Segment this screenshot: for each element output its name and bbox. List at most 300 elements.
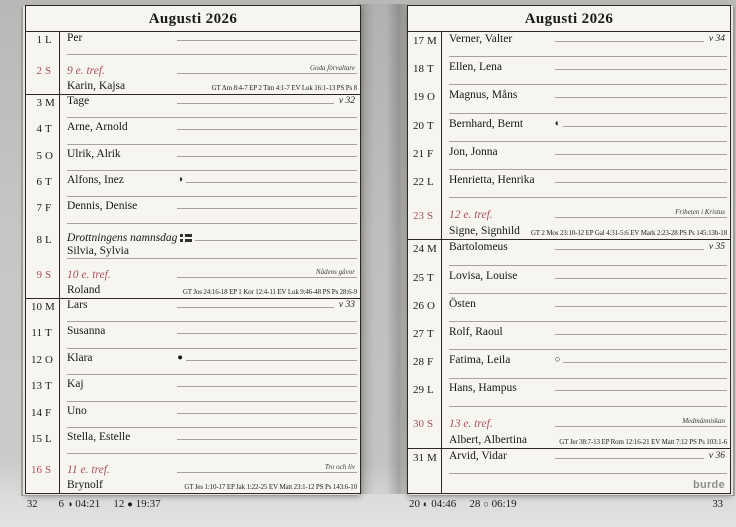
day-content xyxy=(442,410,730,448)
day-content xyxy=(442,145,730,173)
day-row-2 xyxy=(26,58,360,95)
moon-phase-entry xyxy=(469,498,516,510)
second-writing-line xyxy=(449,462,727,474)
ruled-line xyxy=(555,217,727,218)
name-days: Arvid, Vidar xyxy=(449,449,507,462)
weekday-letter: L xyxy=(427,176,434,189)
day-column-cell xyxy=(408,382,442,410)
second-writing-line xyxy=(67,133,357,144)
moon-phase-entry xyxy=(59,498,101,510)
day-row-9 xyxy=(26,262,360,299)
ruled-line xyxy=(177,439,357,440)
day-number: 31 xyxy=(413,451,424,464)
name-days: Stella, Estelle xyxy=(67,430,131,443)
calendar-page-left xyxy=(25,5,361,494)
first-writing-line xyxy=(67,200,360,212)
second-writing-line xyxy=(67,160,357,171)
second-writing-line xyxy=(67,311,357,322)
moon-phase-times-right xyxy=(409,498,517,510)
name-days: Signe, Signhild xyxy=(449,225,520,238)
moon-phase-entry xyxy=(113,498,160,510)
moon-phase-icon: ○ xyxy=(483,500,489,510)
first-writing-line xyxy=(67,58,360,77)
day-number: 4 xyxy=(36,123,42,136)
day-column-cell xyxy=(26,95,60,121)
day-row-15 xyxy=(26,431,360,457)
day-row-16 xyxy=(26,457,360,493)
day-column-cell xyxy=(26,378,60,404)
day-row-18 xyxy=(408,60,730,88)
day-row-30 xyxy=(408,410,730,449)
sunday-theme: Tro och liv xyxy=(324,462,355,471)
first-writing-line xyxy=(67,32,360,44)
ruled-line xyxy=(177,333,357,334)
first-writing-line xyxy=(67,148,360,160)
day-number: 17 xyxy=(413,34,424,47)
ruled-line xyxy=(563,126,727,127)
day-number: 18 xyxy=(413,63,424,76)
weekday-letter: S xyxy=(45,269,52,282)
day-number: 26 xyxy=(413,299,424,312)
holiday-name: 12 e. tref. xyxy=(449,209,493,222)
first-writing-line xyxy=(449,240,730,253)
first-writing-line xyxy=(449,410,730,430)
name-days: Hans, Hampus xyxy=(449,382,517,395)
name-days: Klara xyxy=(67,351,93,364)
first-writing-line xyxy=(449,449,730,462)
name-days: Per xyxy=(67,31,83,44)
weekday-letter: S xyxy=(427,209,434,222)
first-writing-line xyxy=(449,325,730,338)
day-content xyxy=(60,378,360,404)
weekday-letter: L xyxy=(427,384,434,397)
second-writing-line xyxy=(449,158,727,170)
moon-time: 04:46 xyxy=(428,498,457,510)
first-writing-line xyxy=(67,299,360,311)
day-number: 13 xyxy=(31,380,42,393)
weekday-letter: O xyxy=(45,353,53,366)
holiday-name: 13 e. tref. xyxy=(449,417,493,430)
day-content xyxy=(60,431,360,457)
day-column-cell xyxy=(26,431,60,457)
day-number: 22 xyxy=(413,176,424,189)
second-writing-line xyxy=(67,107,357,118)
day-content xyxy=(442,449,730,477)
day-row-13 xyxy=(26,378,360,404)
day-column-cell xyxy=(408,269,442,297)
day-column-cell xyxy=(26,325,60,351)
ruled-line xyxy=(555,390,727,391)
second-writing-line xyxy=(67,390,357,401)
special-day-name: Drottningens namnsdag xyxy=(67,231,178,244)
day-row-20 xyxy=(408,117,730,145)
ruled-line xyxy=(177,208,357,209)
day-row-27 xyxy=(408,325,730,353)
ruled-line xyxy=(177,103,334,104)
name-days: Arne, Arnold xyxy=(67,121,128,134)
second-writing-line xyxy=(67,281,357,297)
second-writing-line xyxy=(67,77,357,93)
second-writing-line xyxy=(67,443,357,454)
day-number: 20 xyxy=(413,119,424,132)
weekday-letter: O xyxy=(427,91,435,104)
day-row-3 xyxy=(26,95,360,121)
week-number: v 33 xyxy=(338,300,355,311)
first-writing-line xyxy=(67,457,360,476)
day-number: 30 xyxy=(413,417,424,430)
day-number: 10 xyxy=(31,301,42,314)
first-writing-line xyxy=(67,431,360,443)
day-content xyxy=(60,58,360,94)
day-content xyxy=(60,227,360,263)
second-writing-line xyxy=(449,430,727,447)
weekday-letter: T xyxy=(427,63,434,76)
day-content xyxy=(60,32,360,58)
day-number: 12 xyxy=(31,353,42,366)
day-content xyxy=(442,117,730,145)
weekday-letter: L xyxy=(45,33,52,46)
week-number: v 35 xyxy=(708,242,725,253)
ruled-line xyxy=(177,277,357,278)
day-content xyxy=(442,88,730,116)
moon-phase-icon: ◑ xyxy=(177,175,183,186)
moon-day: 28 xyxy=(469,498,484,510)
second-writing-line xyxy=(449,394,727,406)
day-number: 29 xyxy=(413,384,424,397)
second-writing-line xyxy=(449,338,727,350)
day-number: 5 xyxy=(36,149,42,162)
day-row-31 xyxy=(408,449,730,477)
ruled-line xyxy=(555,41,704,42)
weekday-letter: M xyxy=(427,451,437,464)
day-content xyxy=(442,297,730,325)
weekday-letter: S xyxy=(45,65,52,78)
weekday-letter: S xyxy=(45,464,52,477)
moon-phase-times-left xyxy=(59,498,161,510)
second-writing-line xyxy=(449,101,727,113)
ruled-line xyxy=(555,426,727,427)
day-number: 21 xyxy=(413,147,424,160)
first-writing-line xyxy=(449,32,730,45)
ruled-line xyxy=(177,156,357,157)
moon-phase-icon: ◐ xyxy=(422,500,429,510)
ruled-line xyxy=(555,249,704,250)
day-number: 24 xyxy=(413,243,424,256)
holiday-name: 11 e. tref. xyxy=(67,463,110,476)
day-number: 9 xyxy=(36,269,42,282)
day-content xyxy=(442,269,730,297)
month-title: Augusti 2026 xyxy=(408,6,730,32)
ruled-line xyxy=(177,129,357,130)
weekday-letter: O xyxy=(427,299,435,312)
ruled-line xyxy=(555,334,727,335)
page-number-right: 33 xyxy=(712,499,723,510)
first-writing-line xyxy=(67,121,360,133)
moon-time: 04:21 xyxy=(72,498,101,510)
moon-phase-entry xyxy=(409,498,456,510)
weekday-letter: S xyxy=(427,417,434,430)
second-writing-line xyxy=(449,45,727,57)
sunday-theme: Friheten i Kristus xyxy=(675,208,725,217)
day-column-cell xyxy=(26,405,60,431)
name-days: Silvia, Sylvia xyxy=(67,245,129,258)
brand-strip xyxy=(408,477,730,493)
day-number: 23 xyxy=(413,209,424,222)
sunday-theme: Medmänniskan xyxy=(682,416,725,425)
week-number: v 32 xyxy=(338,95,355,106)
ruled-line xyxy=(177,307,334,308)
day-content xyxy=(442,325,730,353)
day-column-cell xyxy=(26,227,60,263)
day-row-8 xyxy=(26,227,360,263)
day-column-cell xyxy=(408,60,442,88)
first-writing-line xyxy=(67,95,360,107)
day-rows-right xyxy=(408,32,730,477)
ruled-line xyxy=(555,278,727,279)
day-content xyxy=(442,240,730,268)
day-column-cell xyxy=(26,148,60,174)
ruled-line xyxy=(555,306,727,307)
day-column-cell xyxy=(26,262,60,298)
second-writing-line xyxy=(67,337,357,348)
week-number: v 36 xyxy=(708,450,725,461)
weekday-letter: T xyxy=(427,119,434,132)
name-days: Tage xyxy=(67,94,90,107)
page-number-left: 32 xyxy=(27,499,38,510)
weekday-letter: T xyxy=(45,123,52,136)
name-days: Lars xyxy=(67,299,88,312)
first-writing-line xyxy=(67,378,360,390)
day-content xyxy=(442,173,730,201)
weekday-letter: T xyxy=(45,380,52,393)
day-column-cell xyxy=(408,201,442,239)
day-column-cell xyxy=(408,325,442,353)
name-days: Fatima, Leila xyxy=(449,354,511,367)
weekday-letter: F xyxy=(427,356,434,369)
name-days: Henrietta, Henrika xyxy=(449,174,535,187)
day-column-cell xyxy=(408,449,442,477)
first-writing-line xyxy=(449,382,730,395)
weekday-letter: F xyxy=(45,406,52,419)
day-content xyxy=(442,32,730,60)
second-writing-line xyxy=(67,212,357,223)
day-row-10 xyxy=(26,299,360,325)
scripture-readings: GT 2 Mos 23:10-12 EP Gal 4:31-5:6 EV Mark 2:23-28 PS Ps 145:13b-18 xyxy=(530,229,727,238)
day-number: 7 xyxy=(36,202,42,215)
day-column-cell xyxy=(408,240,442,268)
weekday-letter: L xyxy=(45,432,52,445)
name-days: Östen xyxy=(449,297,476,310)
day-number: 6 xyxy=(36,176,42,189)
name-days: Bernhard, Bernt xyxy=(449,117,524,130)
second-writing-line xyxy=(449,73,727,85)
day-row-24 xyxy=(408,240,730,268)
day-row-25 xyxy=(408,269,730,297)
day-content xyxy=(60,174,360,200)
ruled-line xyxy=(555,182,727,183)
first-writing-line xyxy=(67,227,360,244)
first-writing-line xyxy=(67,325,360,337)
day-column-cell xyxy=(408,297,442,325)
weekday-letter: M xyxy=(427,34,437,47)
day-column-cell xyxy=(26,352,60,378)
moon-day: 12 xyxy=(113,498,128,510)
moon-day: 20 xyxy=(409,498,423,510)
weekday-letter: F xyxy=(427,147,434,160)
moon-day: 6 xyxy=(58,498,67,510)
first-writing-line xyxy=(449,145,730,158)
holiday-name: 10 e. tref. xyxy=(67,268,111,281)
day-content xyxy=(60,200,360,226)
first-writing-line xyxy=(67,174,360,186)
day-row-28 xyxy=(408,353,730,381)
moon-phase-icon: ● xyxy=(127,500,133,510)
day-row-19 xyxy=(408,88,730,116)
ruled-line xyxy=(555,97,727,98)
scripture-readings: GT Jer 38:7-13 EP Rom 12:16-21 EV Matt 7:12 PS Ps 103:1-6 xyxy=(559,437,727,446)
day-content xyxy=(60,299,360,325)
day-row-5 xyxy=(26,148,360,174)
second-writing-line xyxy=(67,186,357,197)
day-row-12 xyxy=(26,352,360,378)
second-writing-line xyxy=(67,244,357,260)
day-row-21 xyxy=(408,145,730,173)
second-writing-line xyxy=(67,417,357,428)
name-days: Magnus, Måns xyxy=(449,89,518,102)
first-writing-line xyxy=(449,269,730,282)
ruled-line xyxy=(555,154,727,155)
first-writing-line xyxy=(449,297,730,310)
first-writing-line xyxy=(67,405,360,417)
day-row-14 xyxy=(26,405,360,431)
day-number: 2 xyxy=(36,65,42,78)
day-content xyxy=(442,353,730,381)
moon-phase-icon: ◐ xyxy=(554,118,561,129)
ruled-line xyxy=(177,472,357,473)
scripture-readings: GT Am 8:4-7 EP 2 Tim 4:1-7 EV Luk 16:1-13 PS Ps 8 xyxy=(211,83,357,92)
day-column-cell xyxy=(26,121,60,147)
day-column-cell xyxy=(26,457,60,493)
day-content xyxy=(60,121,360,147)
moon-phase-icon: ○ xyxy=(554,355,561,366)
weekday-letter: T xyxy=(427,328,434,341)
day-number: 27 xyxy=(413,328,424,341)
moon-phase-icon: ● xyxy=(177,352,183,363)
day-column-cell xyxy=(26,174,60,200)
sunday-theme: Goda förvaltare xyxy=(309,63,355,72)
day-column-cell xyxy=(26,299,60,325)
day-number: 28 xyxy=(413,356,424,369)
ruled-line xyxy=(177,413,357,414)
day-content xyxy=(442,382,730,410)
weekday-letter: T xyxy=(45,176,52,189)
day-content xyxy=(442,201,730,239)
weekday-letter: F xyxy=(45,202,52,215)
day-content xyxy=(442,60,730,88)
swedish-flag-icon xyxy=(180,234,192,242)
first-writing-line xyxy=(449,173,730,186)
second-writing-line xyxy=(449,253,727,265)
ruled-line xyxy=(563,362,727,363)
day-row-17 xyxy=(408,32,730,60)
first-writing-line xyxy=(449,60,730,73)
day-number: 15 xyxy=(31,432,42,445)
day-number: 1 xyxy=(36,33,42,46)
second-writing-line xyxy=(67,476,357,492)
name-days: Karin, Kajsa xyxy=(67,79,126,92)
calendar-page-right xyxy=(407,5,731,494)
moon-phase-icon: ◑ xyxy=(66,500,73,510)
name-days: Albert, Albertina xyxy=(449,433,527,446)
name-days: Rolf, Raoul xyxy=(449,326,503,339)
day-column-cell xyxy=(408,353,442,381)
day-column-cell xyxy=(26,200,60,226)
day-row-11 xyxy=(26,325,360,351)
ruled-line xyxy=(177,40,357,41)
right-page-footer xyxy=(409,498,731,510)
day-number: 14 xyxy=(31,406,42,419)
sunday-theme: Nådens gåvor xyxy=(315,267,355,276)
day-row-23 xyxy=(408,201,730,240)
day-row-29 xyxy=(408,382,730,410)
day-column-cell xyxy=(408,145,442,173)
second-writing-line xyxy=(67,44,357,55)
week-number: v 34 xyxy=(708,33,725,44)
name-days: Brynolf xyxy=(67,478,103,491)
day-number: 3 xyxy=(36,96,42,109)
ruled-line xyxy=(186,182,357,183)
ruled-line xyxy=(555,69,727,70)
day-number: 19 xyxy=(413,91,424,104)
day-content xyxy=(60,95,360,121)
day-column-cell xyxy=(26,58,60,94)
day-content xyxy=(60,148,360,174)
name-days: Bartolomeus xyxy=(449,241,508,254)
name-days: Roland xyxy=(67,284,101,297)
day-rows-left xyxy=(26,32,360,493)
day-content xyxy=(60,352,360,378)
name-days: Kaj xyxy=(67,378,84,391)
name-days: Ellen, Lena xyxy=(449,61,503,74)
day-row-26 xyxy=(408,297,730,325)
name-days: Alfons, Inez xyxy=(67,174,124,187)
name-days: Verner, Valter xyxy=(449,32,513,45)
weekday-letter: L xyxy=(45,233,52,246)
first-writing-line xyxy=(67,352,360,364)
second-writing-line xyxy=(449,186,727,198)
second-writing-line xyxy=(449,310,727,322)
first-writing-line xyxy=(449,353,730,366)
day-content xyxy=(60,457,360,493)
day-column-cell xyxy=(408,117,442,145)
day-column-cell xyxy=(408,173,442,201)
day-column-cell xyxy=(408,88,442,116)
weekday-letter: M xyxy=(427,243,437,256)
day-column-spacer xyxy=(408,477,442,493)
day-row-7 xyxy=(26,200,360,226)
ruled-line xyxy=(177,386,357,387)
month-title: Augusti 2026 xyxy=(26,6,360,32)
scripture-readings: GT Jes 1:10-17 EP Jak 1:22-25 EV Matt 23:1-12 PS Ps 143:6-10 xyxy=(184,482,357,491)
day-column-cell xyxy=(408,410,442,448)
weekday-letter: T xyxy=(45,327,52,340)
first-writing-line xyxy=(449,117,730,130)
day-content xyxy=(60,262,360,298)
day-column-cell xyxy=(26,32,60,58)
name-days: Lovisa, Louise xyxy=(449,269,518,282)
day-number: 8 xyxy=(36,233,42,246)
moon-time: 19:37 xyxy=(132,498,161,510)
